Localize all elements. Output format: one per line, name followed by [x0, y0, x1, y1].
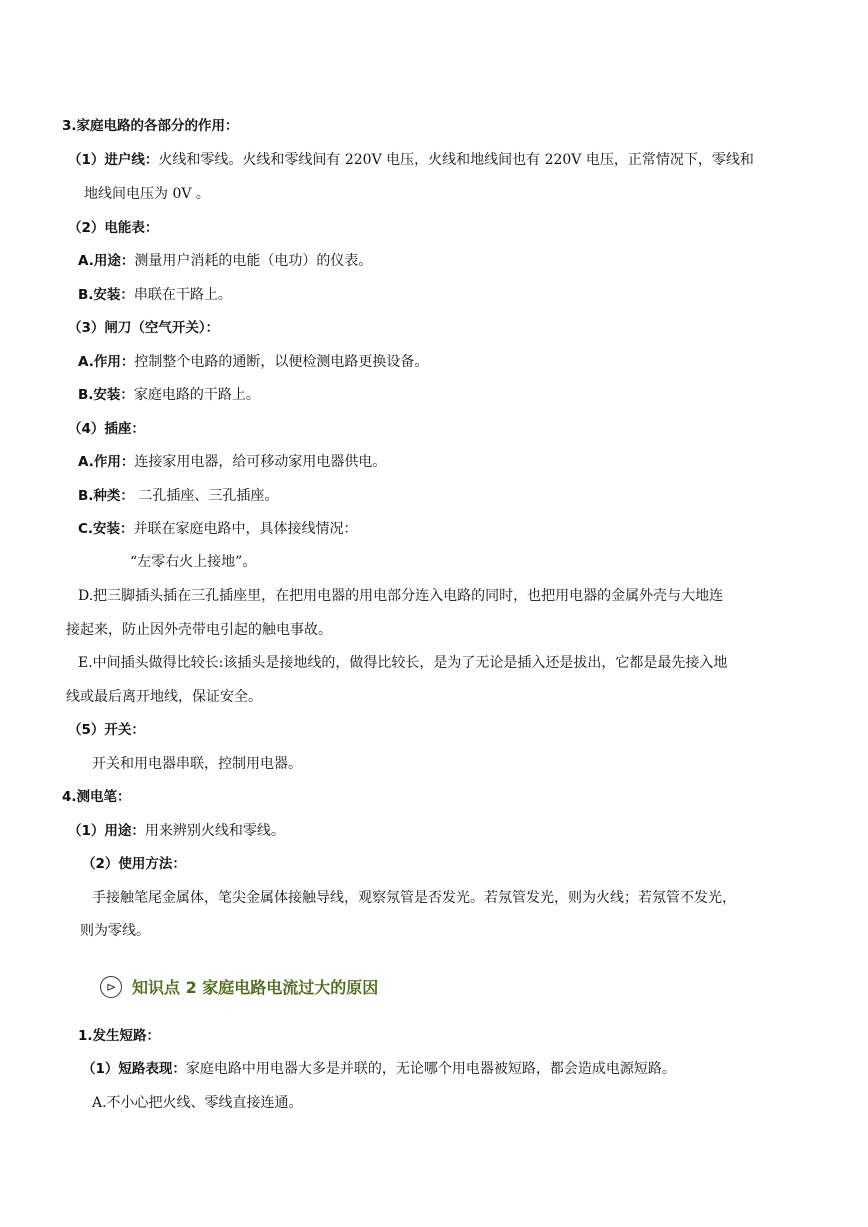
text-line: （5）开关：	[68, 722, 145, 738]
text-line: 地线间电压为 0V 。	[84, 186, 210, 202]
text-line: E.中间插头做得比较长:该插头是接地线的，做得比较长，是为了无论是插入还是拔出，它都是最先接入地	[78, 655, 728, 671]
text-line: 开关和用电器串联，控制用电器。	[92, 756, 302, 772]
text-line: B.安装：家庭电路的干路上。	[78, 387, 260, 403]
section-title: 知识点 2 家庭电路电流过大的原因	[132, 978, 379, 997]
text-line: （2）使用方法：	[82, 856, 186, 872]
text-line: B.种类： 二孔插座、三孔插座。	[78, 488, 279, 504]
text-line: 则为零线。	[80, 923, 150, 939]
text-line: （4）插座：	[68, 421, 145, 437]
text-line: C.安装：并联在家庭电路中，具体接线情况：	[78, 521, 358, 537]
text-line: 接起来，防止因外壳带电引起的触电事故。	[66, 622, 332, 638]
text-line: （1）用途：用来辨别火线和零线。	[68, 823, 285, 839]
text-line: （1）进户线：火线和零线。火线和零线间有 220V 电压，火线和地线间也有 220V 电压，正常情况下，零线和	[68, 152, 754, 168]
play-circle-icon: ⊳	[100, 976, 122, 998]
text-line: （2）电能表：	[68, 220, 159, 236]
text-line: B.安装：串联在干路上。	[78, 287, 232, 303]
text-line: 手接触笔尾金属体，笔尖金属体接触导线，观察氖管是否发光。若氖管发光，则为火线；若氖管不发光，	[92, 890, 736, 906]
text-line: A.用途：测量用户消耗的电能（电功）的仪表。	[78, 253, 373, 269]
text-line: A.作用：连接家用电器，给可移动家用电器供电。	[78, 454, 387, 470]
text-line: “左零右火上接地”。	[130, 554, 257, 570]
section-heading	[100, 975, 378, 998]
text-line: （1）短路表现：家庭电路中用电器大多是并联的，无论哪个用电器被短路，都会造成电源短路。	[82, 1061, 676, 1077]
text-line: A.不小心把火线、零线直接连通。	[92, 1095, 303, 1111]
text-line: 3.家庭电路的各部分的作用：	[62, 118, 239, 134]
text-line: （3）闸刀（空气开关）：	[68, 320, 220, 336]
text-line: 1.发生短路：	[78, 1028, 161, 1044]
text-line: 4.测电笔：	[62, 789, 131, 805]
text-line: 线或最后离开地线，保证安全。	[66, 689, 262, 705]
text-line: D.把三脚插头插在三孔插座里，在把用电器的用电部分连入电路的同时，也把用电器的金属外壳与大地连	[78, 588, 724, 604]
text-line: A.作用：控制整个电路的通断，以便检测电路更换设备。	[78, 354, 429, 370]
